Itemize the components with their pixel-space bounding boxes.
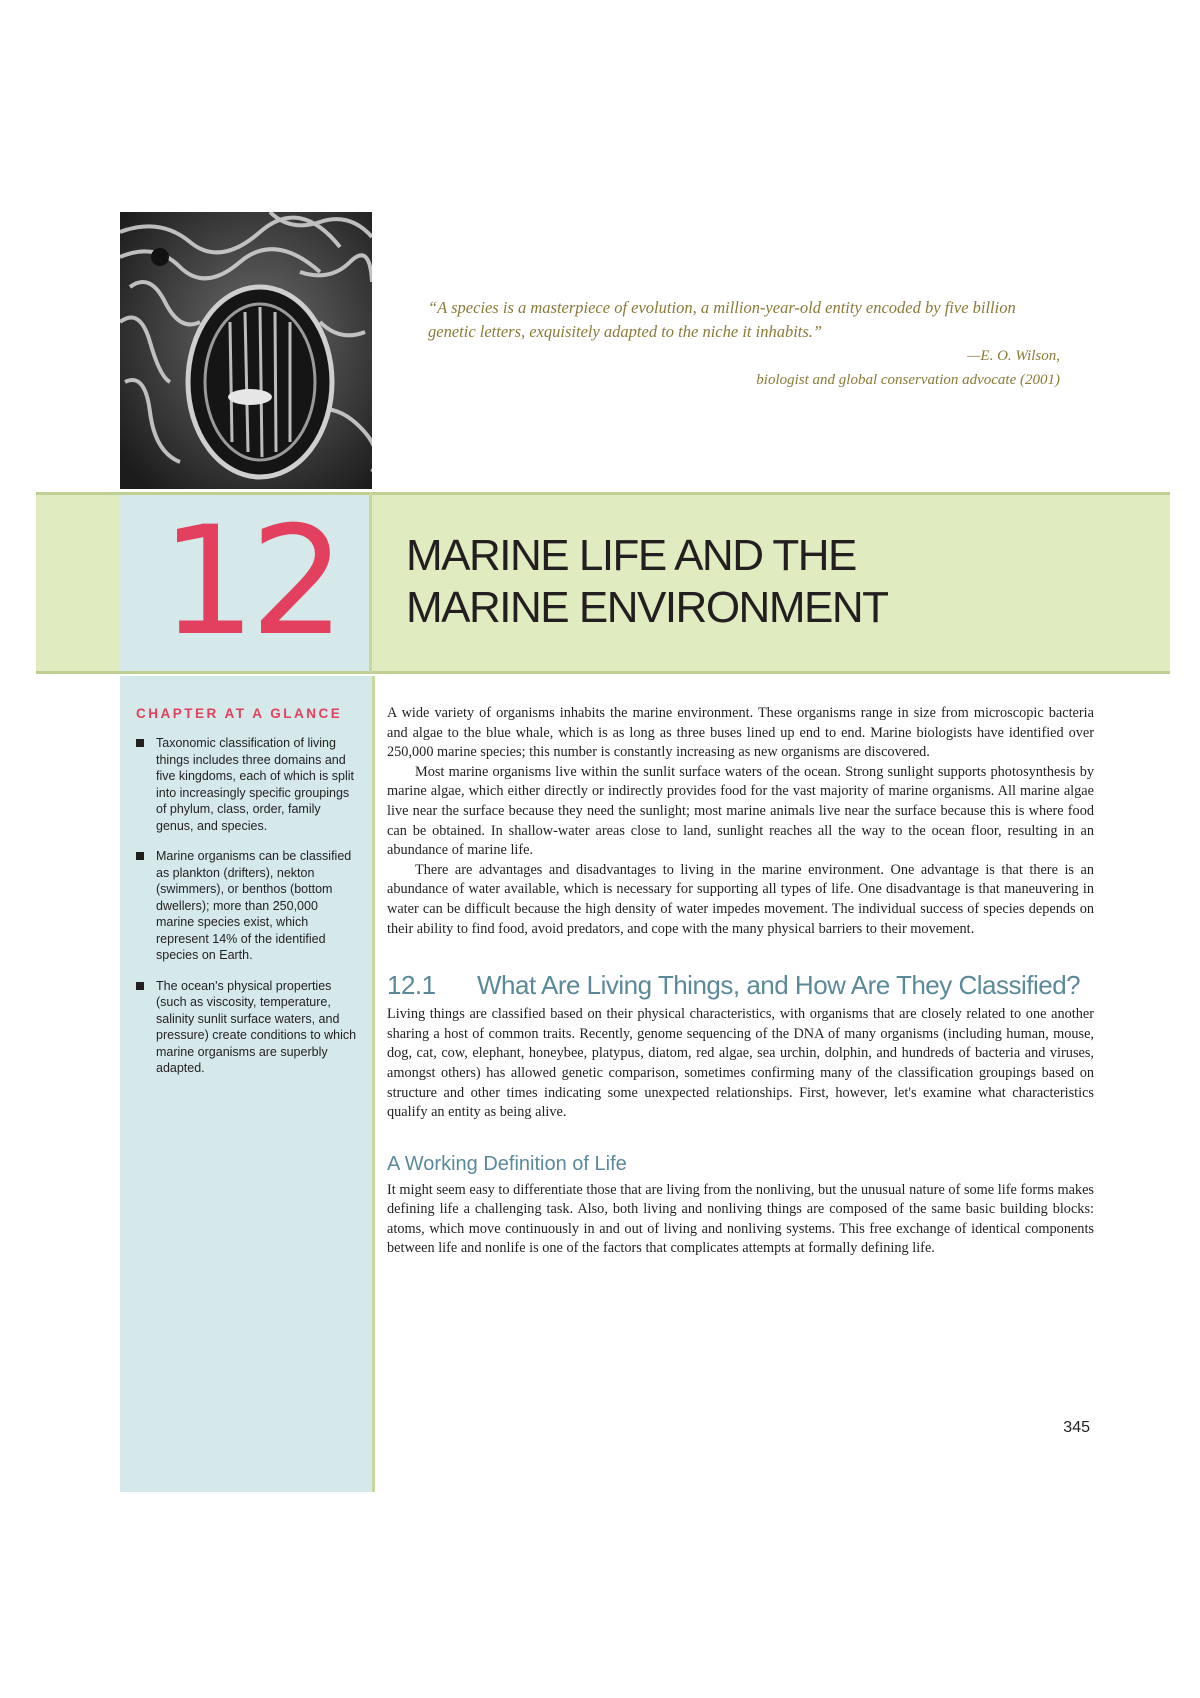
epigraph-quote: “A species is a masterpiece of evolution, a million-year-old entity encoded by five billion genetic letters, exquisitely adapted to the niche it inhabits.” — [428, 298, 1016, 341]
square-bullet-icon — [136, 982, 144, 990]
epigraph — [420, 296, 1060, 392]
intro-paragraph-1: A wide variety of organisms inhabits the marine environment. These organisms range in size from microscopic bacteria and algae to the blue whale, which is as long as three buses lined up end to end. Marine biologists have identified over 250,000 marine species; this number is constantly increasing as new organisms are discovered. — [387, 705, 1094, 761]
main-text — [387, 704, 1094, 1259]
glance-item — [136, 735, 358, 834]
glance-item-text: Marine organisms can be classified as plankton (drifters), nekton (swimmers), or benthos (bottom dwellers); more than 250,000 marine species exist, which represent 14% of the identified species on Earth. — [156, 849, 352, 962]
section-heading — [387, 969, 1094, 1001]
glance-list — [136, 735, 358, 1077]
glance-item — [136, 848, 358, 964]
page-number: 345 — [1063, 1419, 1090, 1436]
chapter-title-line-1: MARINE LIFE AND THE — [406, 531, 856, 580]
glance-item-text: Taxonomic classification of living things includes three domains and five kingdoms, each of which is split into increasingly specific groupings of phylum, class, order, family genus, and species. — [156, 736, 355, 833]
section-number: 12.1 — [387, 970, 436, 1001]
chapter-at-a-glance — [136, 706, 358, 1091]
square-bullet-icon — [136, 739, 144, 747]
glance-item — [136, 978, 358, 1077]
epigraph-author-role: biologist and global conservation advocate (2001) — [756, 372, 1060, 388]
chapter-number: 12 — [160, 495, 340, 669]
chapter-title-line-2: MARINE ENVIRONMENT — [406, 583, 888, 632]
intro-paragraph-2: Most marine organisms live within the sunlit surface waters of the ocean. Strong sunlight supports photosynthesis by marine algae, which either directly or indirectly provides food for the vast majority of marine organisms. All marine algae live near the surface because they need the sunlight; most marine animals live near the surface because this is where food can be obtained. In shallow-water areas close to land, sunlight reaches all the way to the ocean floor, resulting in an abundance of marine life. — [387, 763, 1094, 859]
glance-heading: CHAPTER AT A GLANCE — [136, 706, 343, 721]
chapter-title — [406, 530, 1146, 634]
epigraph-author: —E. O. Wilson, — [967, 348, 1060, 364]
glance-item-text: The ocean's physical properties (such as viscosity, temperature, salinity sunlit surface waters, and pressure) create conditions to which marine organisms are superbly adapted. — [156, 978, 357, 1075]
subsection-heading: A Working Definition of Life — [387, 1152, 627, 1175]
square-bullet-icon — [136, 852, 144, 860]
section-title: What Are Living Things, and How Are They Classified? — [477, 970, 1081, 1001]
intro-paragraph-3: There are advantages and disadvantages to living in the marine environment. One advantage is that there is an abundance of water available, which is necessary for supporting all types of life. One disadvantage is that maneuvering in water can be difficult because the high density of water impedes movement. The individual success of species depends on their ability to find food, avoid predators, and cope with the many physical barriers to their movement. — [387, 861, 1094, 937]
section-paragraph: Living things are classified based on their physical characteristics, with organisms that are closely related to one another sharing a host of common traits. Recently, genome sequencing of the DNA of many organisms (including human, mouse, dog, cat, cow, elephant, honeybee, platypus, diatom, red algae, sea urchin, dolphin, and hundreds of bacteria and viruses, amongst others) has allowed genetic comparison, sometimes confirming many of the classification groupings based on structure and other times indicating some unexpected relationships. First, however, let's examine what characteristics qualify an entity as being alive. — [387, 1006, 1094, 1121]
subsection-paragraph: It might seem easy to differentiate those that are living from the nonliving, but the unusual nature of some life forms makes defining life a challenging task. Also, both living and nonliving things are composed of the same basic building blocks: atoms, which move continuously in and out of living and nonliving systems. This free exchange of identical components between life and nonlife is one of the factors that complicates attempts at formally defining life. — [387, 1181, 1094, 1257]
chapter-opener-photo — [120, 212, 372, 489]
